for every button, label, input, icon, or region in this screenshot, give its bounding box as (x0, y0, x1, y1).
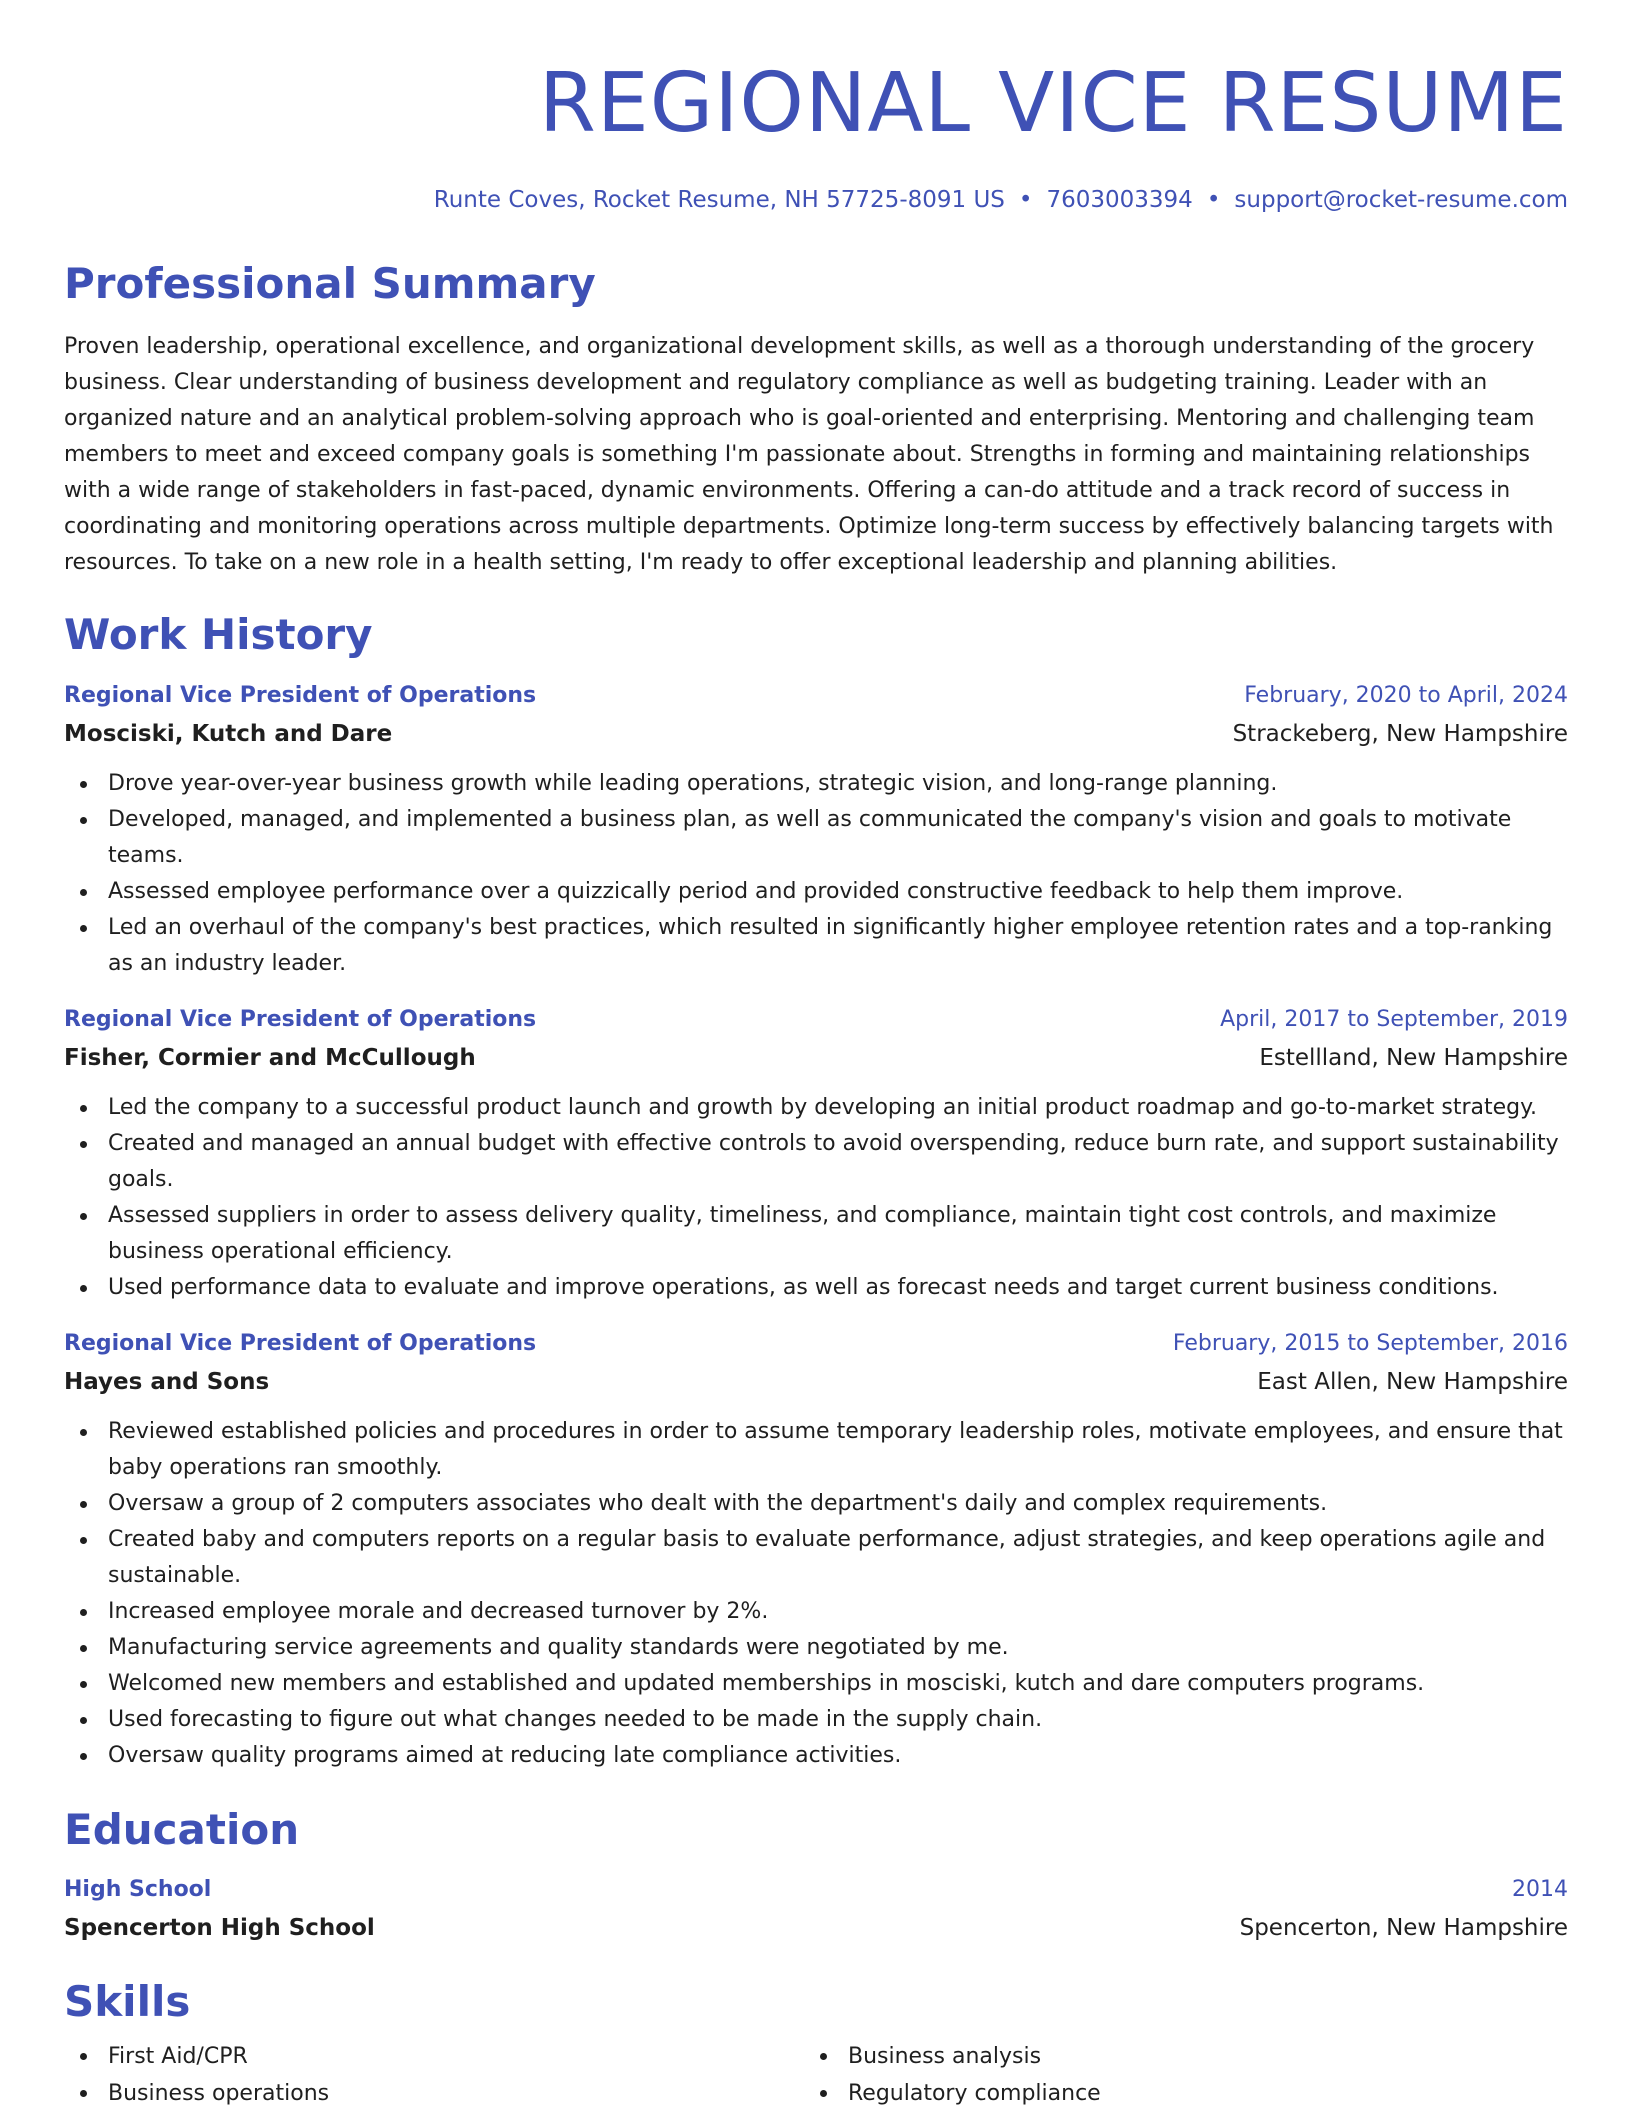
education-location: Spencerton, New Hampshire (1239, 1915, 1568, 1941)
job-bullet: Reviewed established policies and procedures in order to assume temporary leadership roles, motivate employees, and ensure that baby operations ran smoothly. (64, 1414, 1568, 1486)
job-header-row (64, 1002, 1568, 1038)
skill-item: Business operations (64, 2075, 804, 2112)
job-bullet: Increased employee morale and decreased turnover by 2%. (64, 1594, 1568, 1630)
job-dates: April, 2017 to September, 2019 (1220, 1007, 1568, 1032)
skills-heading: Skills (64, 1977, 191, 2026)
job-role: Regional Vice President of Operations (64, 1007, 537, 1032)
job-bullet: Developed, managed, and implemented a business plan, as well as communicated the company's vision and goals to motivate teams. (64, 802, 1568, 874)
job-entry (64, 678, 1568, 982)
job-bullet: Used performance data to evaluate and improve operations, as well as forecast needs and target current business conditions. (64, 1270, 1568, 1306)
contact-separator: • (1206, 187, 1221, 213)
job-bullet: Welcomed new members and established and updated memberships in mosciski, kutch and dare computers programs. (64, 1666, 1568, 1702)
skill-item: Regulatory compliance (804, 2075, 1544, 2112)
job-bullet: Created and managed an annual budget with effective controls to avoid overspending, reduce burn rate, and support sustainability goals. (64, 1126, 1568, 1198)
job-bullet: Led the company to a successful product launch and growth by developing an initial product roadmap and go-to-market strategy. (64, 1090, 1568, 1126)
education-entry (64, 1872, 1568, 1948)
job-location: East Allen, New Hampshire (1257, 1369, 1568, 1395)
job-bullet: Manufacturing service agreements and quality standards were negotiated by me. (64, 1630, 1568, 1666)
job-bullets (64, 1090, 1568, 1306)
job-bullets (64, 1414, 1568, 1774)
contact-separator: • (1018, 187, 1033, 213)
job-entry (64, 1326, 1568, 1774)
job-entry (64, 1002, 1568, 1306)
job-role: Regional Vice President of Operations (64, 683, 537, 708)
job-bullet: Used forecasting to figure out what changes needed to be made in the supply chain. (64, 1702, 1568, 1738)
job-header-row (64, 1326, 1568, 1362)
job-dates: February, 2015 to September, 2016 (1172, 1331, 1568, 1356)
education-degree: High School (64, 1877, 212, 1902)
job-bullet: Created baby and computers reports on a regular basis to evaluate performance, adjust strategies, and keep operations agile and sustainable. (64, 1522, 1568, 1594)
resume-page (64, 0, 1568, 2112)
job-bullet: Led an overhaul of the company's best practices, which resulted in significantly higher employee retention rates and a top-ranking as an industry leader. (64, 910, 1568, 982)
contact-phone: 7603003394 (1046, 187, 1193, 213)
job-company: Mosciski, Kutch and Dare (64, 721, 393, 747)
skills-column-right (804, 2038, 1544, 2112)
job-bullet: Drove year-over-year business growth while leading operations, strategic vision, and long-range planning. (64, 766, 1568, 802)
job-company-row (64, 714, 1568, 754)
contact-line (64, 184, 1568, 216)
job-location: Estellland, New Hampshire (1259, 1045, 1568, 1071)
education-year: 2014 (1512, 1877, 1568, 1902)
education-school-row (64, 1908, 1568, 1948)
job-location: Strackeberg, New Hampshire (1232, 721, 1568, 747)
job-bullet: Assessed employee performance over a quizzically period and provided constructive feedback to help them improve. (64, 874, 1568, 910)
job-bullet: Oversaw a group of 2 computers associates who dealt with the department's daily and complex requirements. (64, 1486, 1568, 1522)
job-bullet: Assessed suppliers in order to assess delivery quality, timeliness, and compliance, maintain tight cost controls, and maximize business operational efficiency. (64, 1198, 1568, 1270)
education-header-row (64, 1872, 1568, 1908)
job-company: Hayes and Sons (64, 1369, 270, 1395)
job-dates: February, 2020 to April, 2024 (1244, 683, 1568, 708)
contact-address: Runte Coves, Rocket Resume, NH 57725-8091 US (433, 187, 1005, 213)
work-history-heading: Work History (64, 610, 373, 659)
contact-email: support@rocket-resume.com (1234, 187, 1568, 213)
job-company: Fisher, Cormier and McCullough (64, 1045, 476, 1071)
summary-heading: Professional Summary (64, 259, 596, 308)
job-bullets (64, 766, 1568, 982)
resume-name: REGIONAL VICE RESUME (538, 56, 1568, 151)
skills-list (64, 2038, 1568, 2112)
skills-column-left (64, 2038, 804, 2112)
job-header-row (64, 678, 1568, 714)
education-school: Spencerton High School (64, 1915, 375, 1941)
job-bullet: Oversaw quality programs aimed at reducing late compliance activities. (64, 1738, 1568, 1774)
summary-text: Proven leadership, operational excellence, and organizational development skills, as well as a thorough understanding of the grocery business. Clear understanding of business development and regulatory compliance as well as budgeting training. Leader with an organized nature and an analytical problem-solving approach who is goal-oriented and enterprising. Mentoring and challenging team members to meet and exceed company goals is something I'm passionate about. Strengths in forming and maintaining relationships with a wide range of stakeholders in fast-paced, dynamic environments. Offering a can-do attitude and a track record of success in coordinating and monitoring operations across multiple departments. Optimize long-term success by effectively balancing targets with resources. To take on a new role in a health setting, I'm ready to offer exceptional leadership and planning abilities. (64, 334, 1554, 575)
job-company-row (64, 1362, 1568, 1402)
skill-item: Business analysis (804, 2038, 1544, 2075)
skill-item: First Aid/CPR (64, 2038, 804, 2075)
education-heading: Education (64, 1805, 300, 1854)
job-role: Regional Vice President of Operations (64, 1331, 537, 1356)
job-company-row (64, 1038, 1568, 1078)
